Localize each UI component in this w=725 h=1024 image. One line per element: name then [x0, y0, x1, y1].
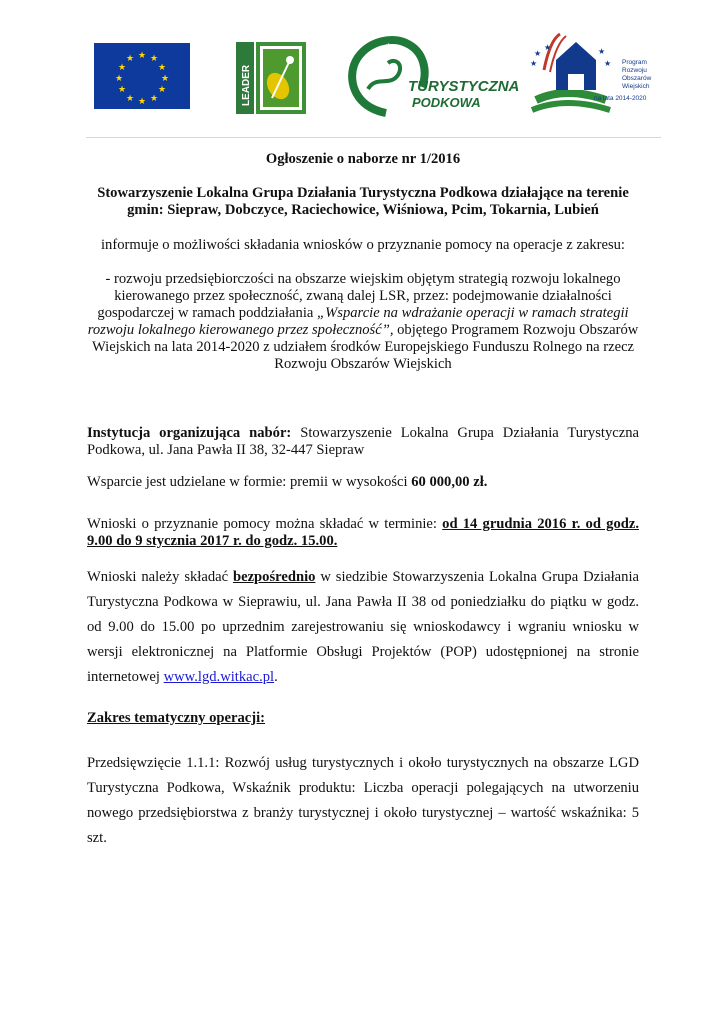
header-divider	[86, 137, 661, 138]
leader-logo	[236, 42, 306, 114]
prow-line5: na lata 2014-2020	[594, 95, 647, 102]
support-amount: 60 000,00 zł.	[411, 474, 488, 490]
svg-text:★: ★	[125, 54, 135, 64]
prow-line3: Obszarów	[622, 75, 652, 82]
notice-title: Ogłoszenie o naborze nr 1/2016	[265, 151, 461, 167]
prow-line2: Rozwoju	[622, 67, 647, 74]
support-paragraph: Wsparcie jest udzielane w formie: premii w wysokości 60 000,00 zł.	[87, 474, 488, 490]
section-heading: Zakres tematyczny operacji:	[87, 710, 266, 726]
svg-text:★: ★	[149, 94, 159, 104]
svg-text:★: ★	[534, 49, 542, 58]
svg-text:★: ★	[137, 97, 147, 107]
svg-text:★: ★	[114, 74, 124, 84]
svg-text:★: ★	[544, 43, 552, 52]
lgd-witkac-link[interactable]: www.lgd.witkac.pl	[163, 669, 275, 685]
deadline-paragraph: Wnioski o przyznanie pomocy można składać w terminie: od 14 grudnia 2016 r. od godz. 9.00 do 9 stycznia 2017 r. do godz. 15.00.	[87, 516, 639, 549]
prow-line4: Wiejskich	[622, 83, 650, 90]
svg-text:★: ★	[117, 63, 127, 73]
organization-heading: Stowarzyszenie Lokalna Grupa Działania Turystyczna Podkowa działające na terenie gmin: Siepraw, Dobczyce, Raciechowice, Wiśniowa, Pcim, Tokarnia, Lubień	[97, 185, 629, 218]
svg-text:★: ★	[157, 85, 167, 95]
svg-text:★: ★	[137, 51, 147, 61]
institution-paragraph: Instytucja organizująca nabór: Stowarzyszenie Lokalna Grupa Działania Turystyczna Podkowa, ul. Jana Pawła II 38, 32-447 Siepraw	[87, 425, 639, 458]
svg-text:★: ★	[157, 63, 167, 73]
svg-text:★: ★	[404, 48, 410, 55]
svg-text:★: ★	[125, 94, 135, 104]
svg-text:★: ★	[117, 85, 127, 95]
prow-logo	[526, 30, 666, 120]
eu-flag-logo	[94, 43, 190, 109]
deadline-dates: od 14 grudnia 2016 r. od godz. 9.00 do 9 stycznia 2017 r. do godz. 15.00.	[87, 516, 639, 549]
svg-text:★: ★	[368, 50, 374, 57]
tp-line2: PODKOWA	[412, 95, 481, 110]
turystyczna-podkowa-logo	[346, 35, 520, 117]
svg-text:★: ★	[386, 42, 392, 49]
scope-text: - rozwoju przedsiębiorczości na obszarze wiejskim objętym strategią rozwoju lokalnego kierowanego przez społeczność, zwaną dalej LSR, przez: podejmowanie działalności gospodarczej w ramach poddziałania „Wsparcie na wdrażanie operacji w ramach strategii rozwoju lokalnego kierowanego przez społeczność”, objętego Programem Rozwoju Obszarów Wiejskich na lata 2014-2020 z udziałem środków Europejskiego Funduszu Rolnego na rzecz Rozwoju Obszarów Wiejskich	[87, 271, 639, 372]
logo-bar	[0, 30, 725, 125]
submission-paragraph: Wnioski należy składać bezpośrednio w siedzibie Stowarzyszenia Lokalna Grupa Działania Turystyczna Podkowa w Sieprawiu, ul. Jana Pawła II 38 od poniedziałku do piątku w godz. od 9.00 do 15.00 po uprzednim zarejestrowaniu się wnioskodawcy i wgraniu wniosku w wersji elektronicznej na Platformie Obsługi Projektów (POP) udostępnionej na stronie internetowej www.lgd.witkac.pl.	[87, 569, 639, 685]
institution-label: Instytucja organizująca nabór:	[87, 425, 292, 441]
submission-direct: bezpośrednio	[232, 569, 316, 585]
svg-text:★: ★	[149, 54, 159, 64]
svg-text:★: ★	[604, 59, 612, 68]
svg-text:★: ★	[530, 59, 538, 68]
svg-text:★: ★	[160, 74, 170, 84]
tp-line1: TURYSTYCZNA	[408, 78, 520, 95]
inform-text: informuje o możliwości składania wniosków o przyznanie pomocy na operacje z zakresu:	[101, 237, 625, 253]
prow-line1: Program	[622, 59, 647, 66]
leader-text: LEADER	[241, 64, 252, 106]
svg-text:★: ★	[598, 47, 606, 56]
undertaking-paragraph: Przedsięwzięcie 1.1.1: Rozwój usług turystycznych i około turystycznych na obszarze LGD Turystyczna Podkowa, Wskaźnik produktu: Liczba operacji polegających na utworzeniu nowego przedsiębiorstwa z branży turystycznej i około turystycznej – wartość wskaźnika: 5 szt.	[87, 755, 639, 846]
